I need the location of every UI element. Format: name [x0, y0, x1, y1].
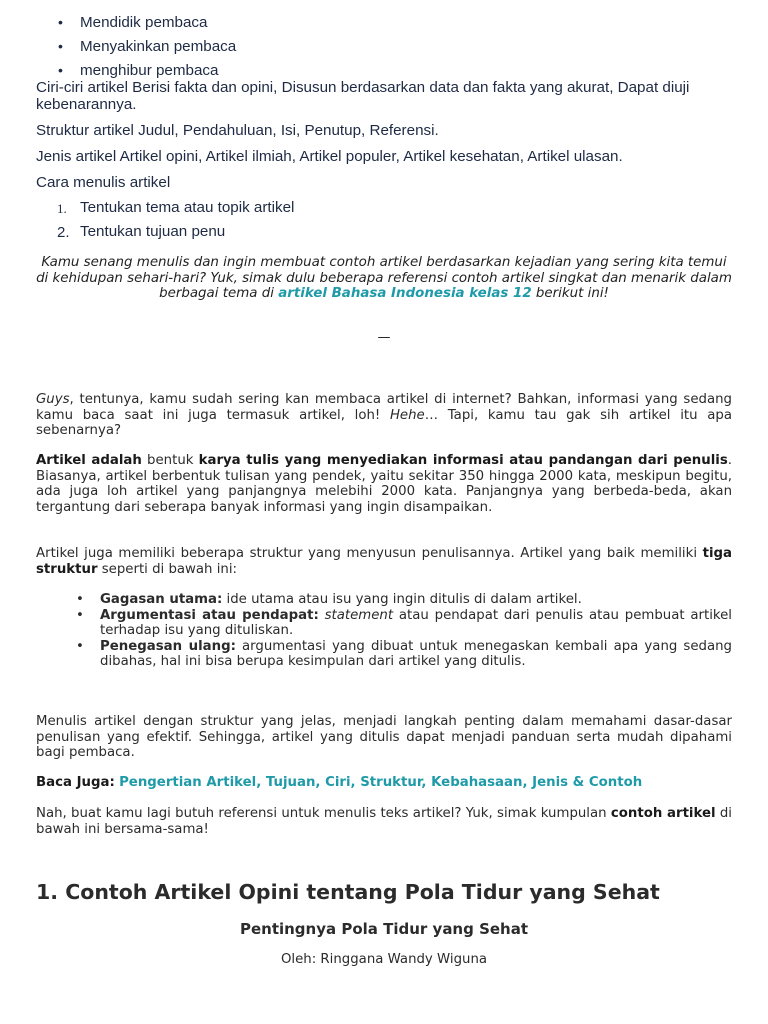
bullet-icon: • — [58, 62, 63, 78]
bullet-icon: • — [76, 592, 84, 607]
list-item — [36, 639, 732, 670]
p2-text-end: . Biasanya, artikel berbentuk tulisan yang pendek, yaitu sekitar 350 hingga 2000 kata, meskipun begitu, ada juga loh artikel yang panjangnya melebihi 2000 kata. Panjangnya yang berbeda-beda, akan tergantung dari seberapa banyak informasi yang ingin disampaikan. — [36, 453, 732, 515]
paragraph-definisi — [36, 453, 732, 515]
p5-text-end: di bawah ini bersama-sama! — [36, 806, 733, 837]
bullet-icon: • — [58, 38, 63, 54]
bullet-icon: • — [76, 607, 84, 623]
separator: — — [377, 330, 391, 345]
baca-juga — [36, 775, 732, 791]
baca-juga-link[interactable]: Pengertian Artikel, Tujuan, Ciri, Struktur, Kebahasaan, Jenis & Contoh — [119, 775, 643, 790]
bullet-icon: • — [76, 638, 84, 654]
tujuan-item: Mendidik pembaca — [80, 14, 208, 31]
hehe-italic: Hehe — [389, 407, 425, 423]
paragraph-struktur — [36, 546, 732, 577]
item-term: Argumentasi atau pendapat: — [100, 607, 319, 623]
item-term: Penegasan ulang: — [100, 638, 236, 654]
tiga-struktur-bold: tiga struktur — [36, 546, 732, 577]
intro-text: Kamu senang menulis dan ingin membuat contoh artikel berdasarkan kejadian yang sering kita temui di kehidupan sehari-hari? Yuk, simak dulu beberapa referensi contoh artikel singkat dan menarik dalam berbagai tema di — [36, 255, 732, 302]
article-subtitle: Pentingnya Pola Tidur yang Sehat — [239, 920, 529, 938]
p1-text-end: … Tapi, kamu tau gak sih artikel itu apa sebenarnya? — [36, 407, 732, 439]
intro-paragraph — [36, 255, 732, 302]
paragraph-guys — [36, 392, 732, 439]
baca-juga-label: Baca Juga: — [36, 775, 115, 790]
bullet-icon: • — [58, 14, 63, 30]
struktur-text: Struktur artikel Judul, Pendahuluan, Isi, Penutup, Referensi. — [36, 122, 439, 139]
item-text: argumentasi yang dibuat untuk menegaskan kembali apa yang sedang dibahas, hal ini bisa berupa kesimpulan dari artikel yang ditulis. — [100, 638, 732, 670]
list-item — [36, 592, 732, 608]
cara-step: Tentukan tujuan penu — [80, 223, 226, 240]
item-term: Gagasan utama: — [100, 592, 223, 607]
article-author: Oleh: Ringgana Wandy Wiguna — [280, 952, 488, 967]
list-item — [36, 608, 732, 639]
cara-step: Tentukan tema atau topik artikel — [80, 199, 295, 216]
p3-text-end: seperti di bawah ini: — [97, 561, 238, 577]
tujuan-item: Menyakinkan pembaca — [80, 38, 237, 55]
kelas-12-link[interactable]: artikel Bahasa Indonesia kelas 12 — [278, 286, 532, 302]
step-number: 2. — [57, 224, 70, 241]
item-text: atau pendapat dari penulis atau pembuat artikel terhadap isu yang dituliskan. — [100, 607, 732, 639]
paragraph-kumpulan — [36, 806, 732, 837]
ciri-ciri-text: Ciri-ciri artikel Berisi fakta dan opini, Disusun berdasarkan data dan fakta yang akurat, Dapat diuji kebenarannya. — [36, 79, 690, 113]
item-italic: statement — [318, 607, 394, 623]
tujuan-item: menghibur pembaca — [80, 62, 219, 79]
jenis-text: Jenis artikel Artikel opini, Artikel ilmiah, Artikel populer, Artikel kesehatan, Artikel ulasan. — [36, 148, 623, 165]
section-title: 1. Contoh Artikel Opini tentang Pola Tidur yang Sehat — [36, 880, 660, 904]
intro-text-end: berikut ini! — [531, 286, 609, 302]
p3-text: Artikel juga memiliki beberapa struktur yang menyusun penulisannya. Artikel yang baik memiliki — [36, 546, 703, 561]
definisi-bold: Artikel adalah — [36, 453, 142, 468]
struktur-list — [36, 592, 732, 670]
item-text: ide utama atau isu yang ingin ditulis di dalam artikel. — [222, 592, 582, 607]
step-number: 1. — [57, 201, 67, 216]
p5-text: Nah, buat kamu lagi butuh referensi untuk menulis teks artikel? Yuk, simak kumpulan — [36, 806, 611, 821]
definisi-bold-2: karya tulis yang menyediakan informasi atau pandangan dari penulis — [198, 453, 728, 468]
p2-text: bentuk — [141, 453, 199, 468]
cara-heading: Cara menulis artikel — [36, 174, 171, 191]
p1-text: , tentunya, kamu sudah sering kan membaca artikel di internet? Bahkan, informasi yang sedang kamu baca saat ini juga termasuk artikel, loh! — [36, 392, 732, 423]
paragraph-menulis: Menulis artikel dengan struktur yang jelas, menjadi langkah penting dalam memahami dasar-dasar penulisan yang efektif. Sehingga, artikel yang ditulis dapat menjadi panduan serta mudah dipahami bagi pembaca. — [36, 714, 732, 761]
guys-italic: Guys — [36, 392, 70, 407]
contoh-artikel-bold: contoh artikel — [610, 806, 716, 821]
